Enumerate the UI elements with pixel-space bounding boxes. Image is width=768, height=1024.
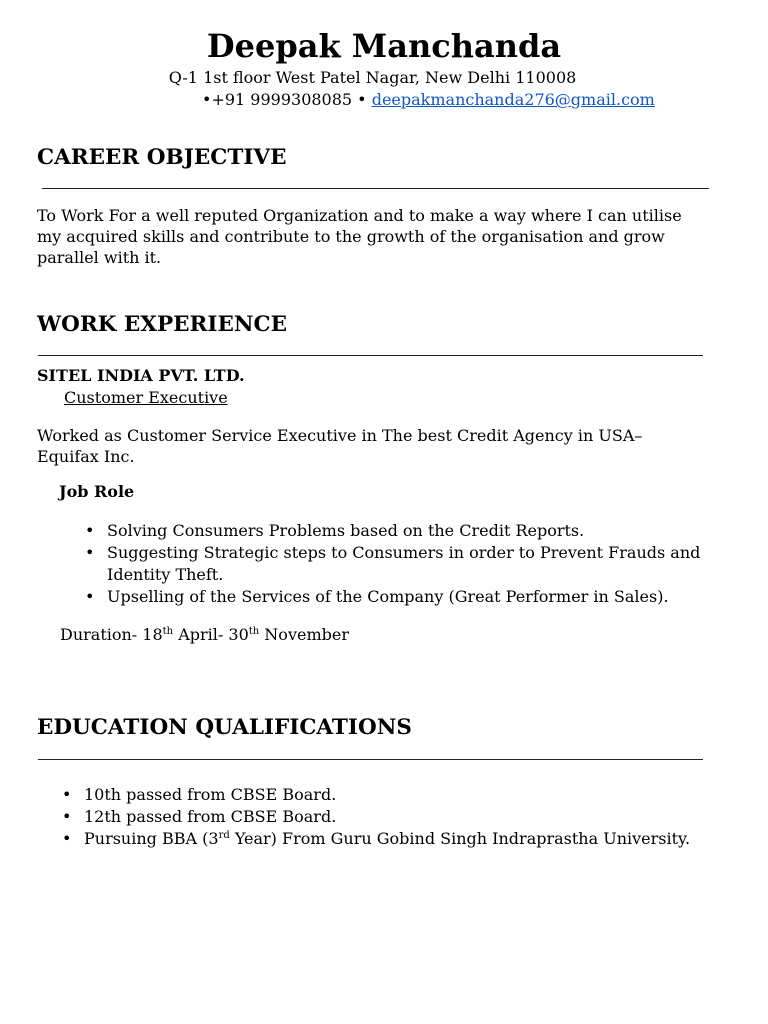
list-item: • Suggesting Strategic steps to Consumers in order to Prevent Frauds and Identity Theft. <box>85 543 701 584</box>
section-divider <box>38 355 703 356</box>
list-item: • Pursuing BBA (3rd Year) From Guru Gobind Singh Indraprastha University. <box>62 829 691 848</box>
bullet-icon: • <box>85 587 95 606</box>
candidate-name: Deepak Manchanda <box>206 27 562 65</box>
address-line: Q-1 1st floor West Patel Nagar, New Delhi 110008 <box>168 68 577 87</box>
list-item: • Solving Consumers Problems based on the Credit Reports. <box>85 521 585 540</box>
career-objective-text: To Work For a well reputed Organization and to make a way where I can utilise my acquired skills and contribute to the growth of the organisation and grow parallel with it. <box>37 206 682 267</box>
company-name: SITEL INDIA PVT. LTD. <box>37 366 245 385</box>
bullet-icon: • <box>62 785 72 804</box>
education-heading: EDUCATION QUALIFICATIONS <box>37 715 412 740</box>
work-summary: Worked as Customer Service Executive in The best Credit Agency in USA– Equifax Inc. <box>37 426 643 466</box>
bullet-icon: • <box>85 521 95 540</box>
work-experience-heading: WORK EXPERIENCE <box>37 312 288 337</box>
email-link[interactable]: deepakmanchanda276@gmail.com <box>371 90 655 109</box>
duties-list <box>85 520 710 608</box>
job-role-heading: Job Role <box>59 482 135 501</box>
section-divider <box>38 759 703 760</box>
employment-duration: Duration- 18th April- 30th November <box>60 625 349 644</box>
bullet-icon: • <box>62 807 72 826</box>
contact-line <box>202 90 655 110</box>
job-title: Customer Executive <box>64 388 228 407</box>
list-item: • 12th passed from CBSE Board. <box>62 807 337 826</box>
bullet-icon: • <box>85 543 95 562</box>
phone-number: •+91 9999308085 • <box>202 90 372 109</box>
career-objective-heading: CAREER OBJECTIVE <box>37 145 287 170</box>
section-divider <box>42 188 709 189</box>
bullet-icon: • <box>62 829 72 848</box>
education-list <box>62 784 752 850</box>
list-item: • Upselling of the Services of the Company (Great Performer in Sales). <box>85 587 669 606</box>
list-item: • 10th passed from CBSE Board. <box>62 785 337 804</box>
